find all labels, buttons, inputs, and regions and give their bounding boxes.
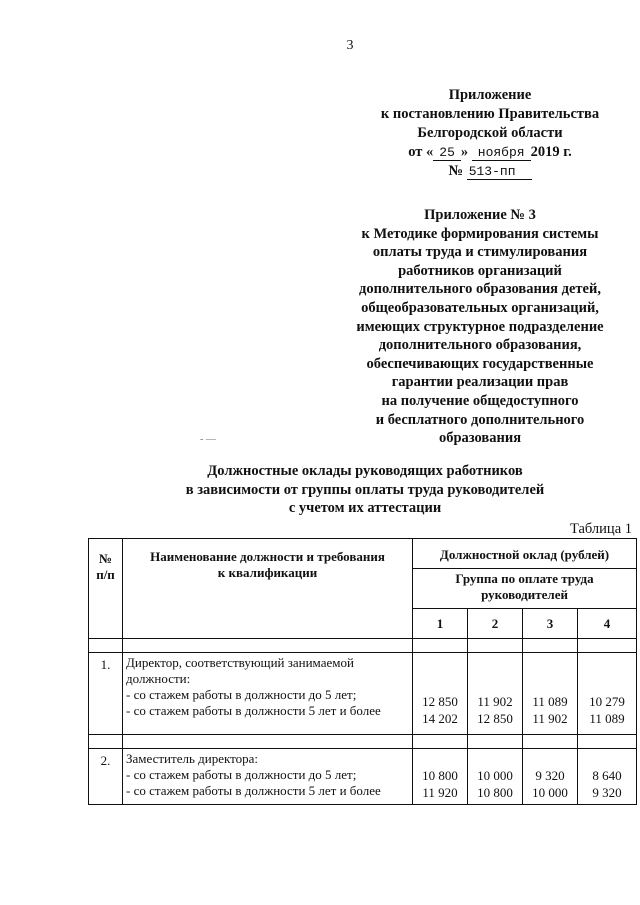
salary-cell [468,749,523,805]
requirement: - со стажем работы в должности до 5 лет; [126,687,357,702]
salary-cell [523,749,578,805]
scan-mark: - — [200,434,216,445]
salary-value: 10 000 [532,784,568,800]
requirement: - со стажем работы в должности до 5 лет; [126,767,357,782]
date-year: 2019 г. [530,144,572,160]
salary-value: 10 000 [477,767,513,783]
appendix3-header [330,206,630,448]
position-name: Директор, соответствующий занимаемой должности: [126,655,354,686]
appendix-header [318,86,640,181]
date-prefix: от « [408,144,434,160]
appendix3-line: дополнительного образования, [378,337,582,354]
row-description [123,653,413,735]
col-name-header [123,539,413,639]
date-mid: » [460,144,469,160]
requirement: - со стажем работы в должности 5 лет и более [126,783,381,798]
salary-value: 14 202 [422,710,458,726]
salary-cell [413,653,468,735]
requirement: - со стажем работы в должности 5 лет и более [126,703,381,718]
appendix3-line: гарантии реализации прав [391,374,569,391]
salary-value: 10 279 [589,693,625,709]
spacer-cell [413,639,468,653]
date-month: ноября [472,145,531,161]
salary-value: 12 850 [422,693,458,709]
spacer-cell [413,735,468,749]
appendix3-line: и бесплатного дополнительного [375,411,585,428]
title-line: Должностные оклады руководящих работников [207,463,523,479]
table-row [89,749,637,805]
salary-cell [578,653,637,735]
position-name: Заместитель директора: [126,751,259,766]
page-number: 3 [346,38,354,53]
salary-value: 9 320 [535,767,565,783]
appendix-line: к постановлению Правительства [380,106,600,122]
spacer-cell [89,735,123,749]
row-number: 1. [89,653,123,735]
salary-table [88,538,637,805]
appendix-number [318,162,640,181]
table-label: Таблица 1 [569,521,632,537]
appendix-line: Белгородской области [417,125,563,141]
title-line: с учетом их аттестации [288,500,442,516]
spacer-cell [89,639,123,653]
salary-value: 11 920 [422,784,458,800]
appendix-date [318,143,640,162]
group-1-header: 1 [413,609,468,639]
table-row [89,653,637,735]
salary-value: 11 902 [477,693,513,709]
appendix3-line: к Методике формирования системы [361,225,599,242]
salary-value: 11 902 [532,710,568,726]
appendix3-line: оплаты труда и стимулирования [372,244,588,261]
col-salary-header: Должностной оклад (рублей) [413,539,637,569]
number-prefix: № [448,163,464,179]
salary-value: 8 640 [592,767,622,783]
appendix-title: Приложение [448,87,532,103]
group-4-header: 4 [578,609,637,639]
salary-value: 12 850 [477,710,513,726]
date-day: 25 [433,145,461,161]
appendix3-title: Приложение № 3 [424,207,536,223]
appendix3-line: образования [438,430,522,447]
group-2-header: 2 [468,609,523,639]
col-name-line: к квалификации [217,565,318,580]
spacer-cell [123,639,413,653]
appendix3-line: имеющих структурное подразделение [356,318,604,335]
salary-cell [523,653,578,735]
appendix3-line: обеспечивающих государственные [366,355,594,372]
spacer-row [89,735,637,749]
salary-cell [578,749,637,805]
salary-cell [413,749,468,805]
spacer-cell [523,639,578,653]
appendix3-line: дополнительного образования детей, [359,281,601,298]
spacer-cell [468,735,523,749]
spacer-cell [578,735,637,749]
salary-cell [468,653,523,735]
salary-value: 11 089 [532,693,568,709]
spacer-row [89,639,637,653]
spacer-cell [468,639,523,653]
document-title [95,462,635,518]
salary-value: 10 800 [422,767,458,783]
title-line: в зависимости от группы оплаты труда руководителей [185,481,545,498]
col-num-header: № п/п [89,539,123,639]
appendix3-line: на получение общедоступного [381,392,579,409]
salary-value: 11 089 [589,710,625,726]
appendix3-line: работников организаций [398,262,562,279]
col-group-header: Группа по оплате труда руководителей [413,569,637,609]
salary-value: 9 320 [592,784,622,800]
row-number: 2. [89,749,123,805]
row-description [123,749,413,805]
spacer-cell [578,639,637,653]
header-row [89,539,637,569]
group-3-header: 3 [523,609,578,639]
col-name-line: Наименование должности и требования [150,549,385,564]
spacer-cell [123,735,413,749]
number-value: 513-пп [467,164,532,180]
appendix3-line: общеобразовательных организаций, [361,299,599,316]
salary-value: 10 800 [477,784,513,800]
spacer-cell [523,735,578,749]
